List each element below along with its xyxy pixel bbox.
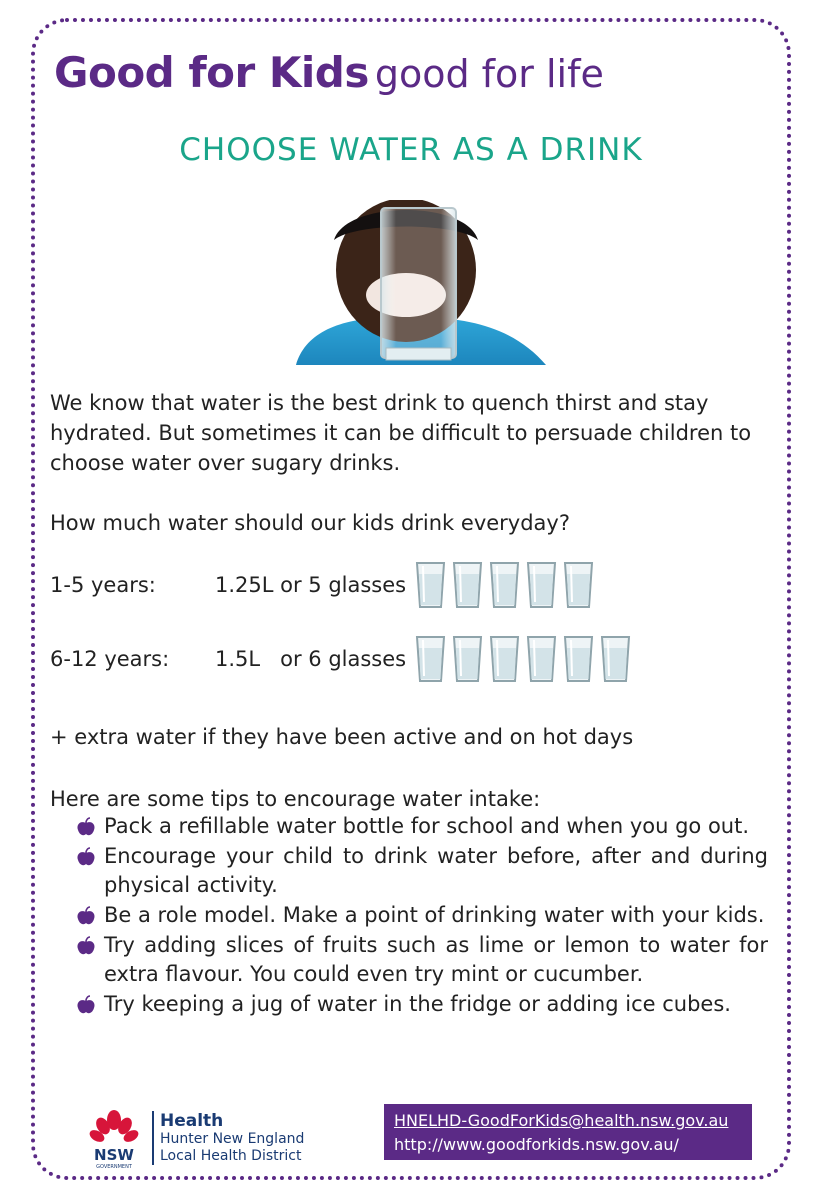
apple-bullet-icon — [76, 936, 96, 956]
apple-bullet-icon — [76, 847, 96, 867]
tip-text: Pack a refillable water bottle for school and when you go out. — [104, 814, 750, 838]
page-subtitle: CHOOSE WATER AS A DRINK — [179, 132, 643, 168]
health-label: Health — [160, 1111, 224, 1131]
extra-water-note: + extra water if they have been active and on hot days — [50, 725, 634, 749]
website-link[interactable]: http://www.goodforkids.nsw.gov.au/ — [394, 1135, 679, 1154]
water-glass-icon — [489, 560, 520, 610]
list-item — [76, 931, 768, 989]
age-row-1-5 — [50, 560, 594, 610]
water-glass-icon — [452, 634, 483, 684]
brand-light-text: good for life — [374, 52, 604, 96]
age-row-6-12 — [50, 634, 631, 684]
brand-title — [54, 48, 604, 97]
tip-text: Try keeping a jug of water in the fridge or adding ice cubes. — [104, 992, 731, 1016]
district-line-1: Hunter New England — [160, 1131, 305, 1147]
water-glass-icon — [526, 560, 557, 610]
water-glass-icon — [526, 634, 557, 684]
water-glass-icon — [563, 634, 594, 684]
brand-bold-text: Good for Kids — [54, 48, 369, 97]
water-glass-icon — [489, 634, 520, 684]
health-district-text — [152, 1111, 304, 1165]
glasses-group — [415, 560, 594, 610]
age-label: 1-5 years: — [50, 573, 156, 597]
tips-list — [76, 812, 768, 1020]
apple-bullet-icon — [76, 817, 96, 837]
water-glass-icon — [415, 560, 446, 610]
district-line-2: Local Health District — [160, 1148, 302, 1164]
contact-box — [384, 1104, 752, 1160]
nsw-health-logo — [86, 1106, 304, 1170]
water-glass-icon — [415, 634, 446, 684]
email-link[interactable]: HNELHD-GoodForKids@health.nsw.gov.au — [394, 1111, 729, 1130]
water-glass-icon — [600, 634, 631, 684]
tip-text: Try adding slices of fruits such as lime or lemon to water for extra flavour. You could even try mint or cucumber. — [104, 933, 768, 986]
waratah-icon — [86, 1106, 142, 1170]
list-item — [76, 990, 768, 1019]
question-text: How much water should our kids drink everyday? — [50, 511, 570, 535]
apple-bullet-icon — [76, 995, 96, 1015]
government-text: GOVERNMENT — [96, 1164, 132, 1170]
apple-bullet-icon — [76, 906, 96, 926]
age-label: 6-12 years: — [50, 647, 170, 671]
water-glass-icon — [563, 560, 594, 610]
water-glass-icon — [452, 560, 483, 610]
tip-text: Encourage your child to drink water before, after and during physical activity. — [104, 844, 768, 897]
glasses-group — [415, 634, 631, 684]
list-item — [76, 901, 768, 930]
nsw-text: NSW — [94, 1146, 134, 1164]
intro-paragraph: We know that water is the best drink to quench thirst and stay hydrated. But sometimes it can be difficult to persuade children to choose water over sugary drinks. — [50, 391, 752, 475]
age-amount: 1.25L or 5 glasses — [215, 573, 407, 597]
list-item — [76, 842, 768, 900]
tip-text: Be a role model. Make a point of drinking water with your kids. — [104, 903, 765, 927]
boy-with-glass-photo — [256, 200, 562, 365]
age-amount: 1.5L or 6 glasses — [215, 647, 407, 671]
list-item — [76, 812, 768, 841]
tips-heading: Here are some tips to encourage water intake: — [50, 787, 541, 811]
